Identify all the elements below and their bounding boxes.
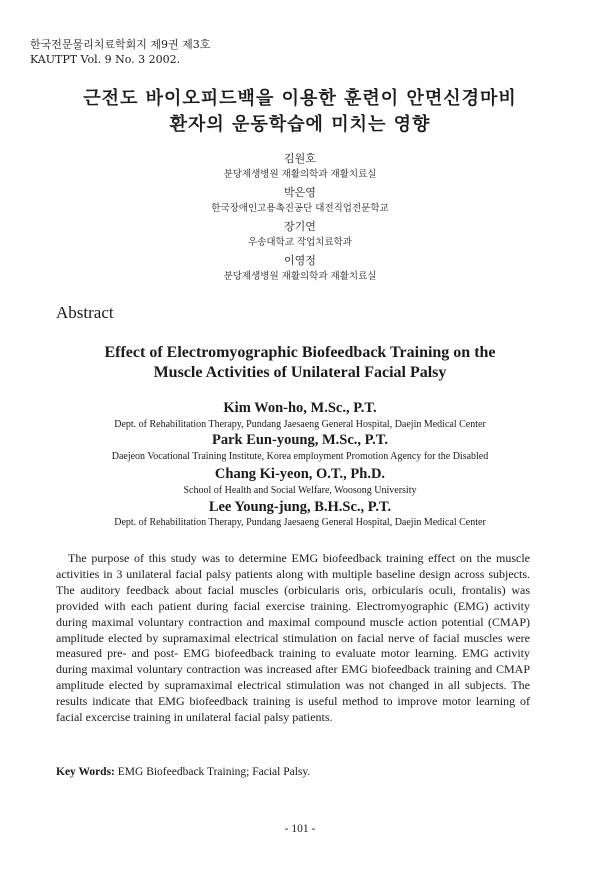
korean-author-name: 김원호 <box>284 152 316 165</box>
english-title-line-1: Effect of Electromyographic Biofeedback Training on the <box>104 344 496 361</box>
english-author-name: Kim Won-ho, M.Sc., P.T. <box>223 400 377 416</box>
abstract-heading: Abstract <box>56 303 114 322</box>
korean-title-line-2: 환자의 운동학습에 미치는 영향 <box>169 114 431 135</box>
korean-author-affiliation: 우송대학교 작업치료학과 <box>248 237 352 248</box>
journal-header-english: KAUTPT Vol. 9 No. 3 2002. <box>30 53 181 66</box>
keywords-label: Key Words: <box>56 766 115 778</box>
keywords-text: EMG Biofeedback Training; Facial Palsy. <box>117 766 311 778</box>
korean-author-name: 박은영 <box>284 186 316 199</box>
english-author-affiliation: Daejeon Vocational Training Institute, Korea employment Promotion Agency for the Disabled <box>111 451 489 462</box>
korean-author-name: 장기연 <box>284 220 316 233</box>
journal-header-korean: 한국전문물리치료학회지 제9권 제3호 <box>30 38 211 51</box>
abstract-body: The purpose of this study was to determine EMG biofeedback training effect on the muscle activities in 3 unilateral facial palsy patients along with multiple baseline design across subjects. The auditory feedback about facial muscles (orbicularis oris, orbicularis oculi, frontalis) was provided with each patient during facial exercise training. Electromyographic (EMG) activity during maximal voluntary contraction and maximal compound muscle action potential (CMAP) amplitude elected by supramaximal electrical stimulation on facial nerve of facial muscles were measured pre- and post- EMG biofeedback training to evaluate motor learning. EMG activity during maximal voluntary contraction was increased after EMG biofeedback training and CMAP amplitude elected by supramaximal electrical stimulation was not changed in all subjects. The results indicate that EMG biofeedback training is useful method to improve motor learning of facial excercise training in unilateral facial palsy patients. <box>56 551 530 725</box>
english-author-affiliation: Dept. of Rehabilitation Therapy, Pundang Jaesaeng General Hospital, Daejin Medical Center <box>114 517 486 528</box>
english-title-line-2: Muscle Activities of Unilateral Facial Palsy <box>153 364 447 381</box>
english-author-name: Lee Young-jung, B.H.Sc., P.T. <box>208 499 392 515</box>
korean-title-line-1: 근전도 바이오피드백을 이용한 훈련이 안면신경마비 <box>83 88 517 109</box>
english-author-affiliation: School of Health and Social Welfare, Woosong University <box>183 485 417 496</box>
korean-author-affiliation: 분당제생병원 재활의학과 재활치료실 <box>223 169 377 180</box>
english-author-name: Chang Ki-yeon, O.T., Ph.D. <box>214 466 386 482</box>
korean-author-name: 이영정 <box>284 254 316 267</box>
english-author-name: Park Eun-young, M.Sc., P.T. <box>211 432 389 448</box>
keywords <box>56 765 310 779</box>
page-number: - 101 - <box>284 823 316 835</box>
korean-author-affiliation: 분당제생병원 재활의학과 재활치료실 <box>223 271 377 282</box>
english-author-affiliation: Dept. of Rehabilitation Therapy, Pundang Jaesaeng General Hospital, Daejin Medical Center <box>114 419 486 430</box>
korean-author-affiliation: 한국장애인고용촉진공단 대전직업전문학교 <box>211 203 389 214</box>
